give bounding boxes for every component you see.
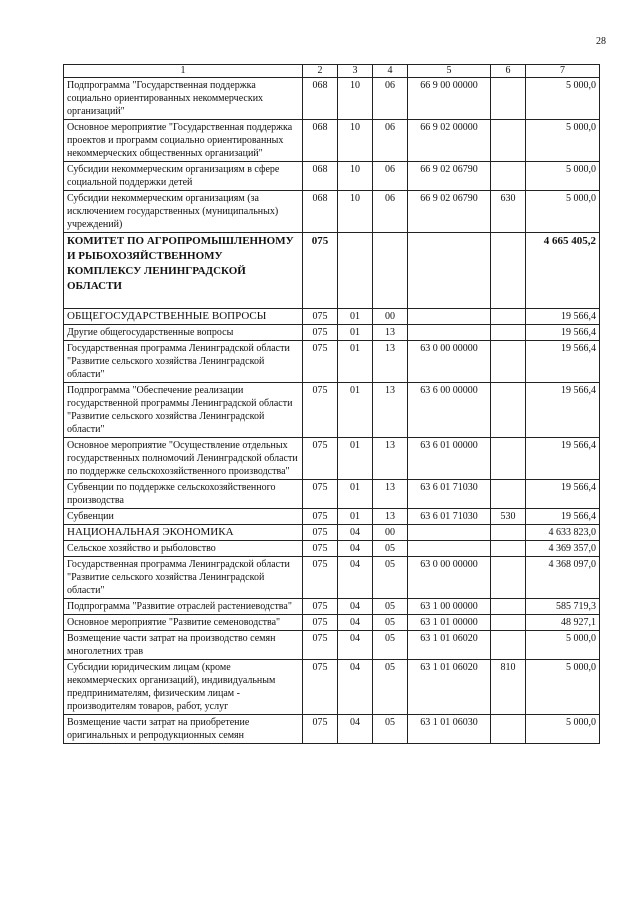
row-amount-cell: 5 000,0 bbox=[526, 715, 600, 744]
row-target-code-cell: 63 6 01 71030 bbox=[408, 480, 491, 509]
table-row bbox=[64, 715, 600, 744]
table-row bbox=[64, 341, 600, 383]
row-expense-type-cell bbox=[491, 341, 526, 383]
row-expense-type-cell: 630 bbox=[491, 191, 526, 233]
budget-table bbox=[63, 64, 600, 744]
row-admin-code-cell: 075 bbox=[303, 631, 338, 660]
row-expense-type-cell bbox=[491, 480, 526, 509]
row-name-cell: НАЦИОНАЛЬНАЯ ЭКОНОМИКА bbox=[64, 525, 303, 541]
row-name-cell: Другие общегосударственные вопросы bbox=[64, 325, 303, 341]
row-amount-cell: 4 665 405,2 bbox=[526, 233, 600, 309]
row-target-code-cell: 63 6 00 00000 bbox=[408, 383, 491, 438]
row-section-cell: 01 bbox=[338, 438, 373, 480]
row-target-code-cell: 63 1 01 06030 bbox=[408, 715, 491, 744]
row-section-cell: 04 bbox=[338, 615, 373, 631]
row-admin-code-cell: 068 bbox=[303, 78, 338, 120]
row-section-cell: 04 bbox=[338, 631, 373, 660]
table-row bbox=[64, 162, 600, 191]
row-amount-cell: 5 000,0 bbox=[526, 78, 600, 120]
row-admin-code-cell: 075 bbox=[303, 541, 338, 557]
row-expense-type-cell bbox=[491, 599, 526, 615]
row-section-cell: 10 bbox=[338, 120, 373, 162]
row-expense-type-cell bbox=[491, 383, 526, 438]
row-subsection-cell: 05 bbox=[373, 660, 408, 715]
row-subsection-cell: 00 bbox=[373, 525, 408, 541]
table-row bbox=[64, 191, 600, 233]
row-expense-type-cell bbox=[491, 233, 526, 309]
table-row bbox=[64, 325, 600, 341]
table-row bbox=[64, 78, 600, 120]
column-header: 3 bbox=[338, 65, 373, 78]
row-section-cell: 01 bbox=[338, 383, 373, 438]
column-header: 4 bbox=[373, 65, 408, 78]
table-row bbox=[64, 120, 600, 162]
row-name-cell: Основное мероприятие "Осуществление отдельных государственных полномочий Ленинградской области по поддержке сельскохозяйственного производства" bbox=[64, 438, 303, 480]
row-name-cell: Государственная программа Ленинградской области "Развитие сельского хозяйства Ленинградской области" bbox=[64, 557, 303, 599]
row-name-cell: Возмещение части затрат на производство семян многолетних трав bbox=[64, 631, 303, 660]
row-target-code-cell: 63 1 00 00000 bbox=[408, 599, 491, 615]
row-amount-cell: 19 566,4 bbox=[526, 383, 600, 438]
row-target-code-cell bbox=[408, 309, 491, 325]
table-row bbox=[64, 660, 600, 715]
row-subsection-cell: 05 bbox=[373, 631, 408, 660]
table-row bbox=[64, 557, 600, 599]
table-row bbox=[64, 480, 600, 509]
row-section-cell: 10 bbox=[338, 191, 373, 233]
row-expense-type-cell bbox=[491, 541, 526, 557]
table-row bbox=[64, 383, 600, 438]
row-admin-code-cell: 075 bbox=[303, 309, 338, 325]
row-admin-code-cell: 075 bbox=[303, 615, 338, 631]
row-name-cell: Субсидии некоммерческим организациям (за исключением государственных (муниципальных) учреждений) bbox=[64, 191, 303, 233]
row-subsection-cell: 05 bbox=[373, 557, 408, 599]
row-amount-cell: 19 566,4 bbox=[526, 309, 600, 325]
row-admin-code-cell: 075 bbox=[303, 341, 338, 383]
row-subsection-cell: 13 bbox=[373, 509, 408, 525]
row-expense-type-cell: 810 bbox=[491, 660, 526, 715]
row-section-cell: 04 bbox=[338, 525, 373, 541]
row-amount-cell: 48 927,1 bbox=[526, 615, 600, 631]
page-number: 28 bbox=[596, 36, 606, 47]
row-name-cell: Государственная программа Ленинградской области "Развитие сельского хозяйства Ленинградской области" bbox=[64, 341, 303, 383]
row-expense-type-cell bbox=[491, 557, 526, 599]
row-subsection-cell: 13 bbox=[373, 480, 408, 509]
row-admin-code-cell: 068 bbox=[303, 162, 338, 191]
row-section-cell: 04 bbox=[338, 660, 373, 715]
table-row bbox=[64, 525, 600, 541]
row-expense-type-cell bbox=[491, 631, 526, 660]
row-admin-code-cell: 068 bbox=[303, 191, 338, 233]
row-expense-type-cell bbox=[491, 309, 526, 325]
row-target-code-cell: 63 1 01 06020 bbox=[408, 631, 491, 660]
row-section-cell: 01 bbox=[338, 341, 373, 383]
row-target-code-cell: 63 0 00 00000 bbox=[408, 341, 491, 383]
row-target-code-cell: 66 9 02 00000 bbox=[408, 120, 491, 162]
row-name-cell: Подпрограмма "Обеспечение реализации государственной программы Ленинградской области "Развитие сельского хозяйства Ленинградской области" bbox=[64, 383, 303, 438]
table-body bbox=[64, 78, 600, 744]
row-name-cell: Возмещение части затрат на приобретение оригинальных и репродукционных семян bbox=[64, 715, 303, 744]
row-target-code-cell: 66 9 02 06790 bbox=[408, 162, 491, 191]
column-header: 7 bbox=[526, 65, 600, 78]
row-amount-cell: 5 000,0 bbox=[526, 191, 600, 233]
row-target-code-cell: 66 9 00 00000 bbox=[408, 78, 491, 120]
row-expense-type-cell bbox=[491, 615, 526, 631]
row-name-cell: Субвенции по поддержке сельскохозяйственного производства bbox=[64, 480, 303, 509]
row-name-cell: Подпрограмма "Развитие отраслей растениеводства" bbox=[64, 599, 303, 615]
column-header: 5 bbox=[408, 65, 491, 78]
column-header: 2 bbox=[303, 65, 338, 78]
row-expense-type-cell bbox=[491, 78, 526, 120]
row-target-code-cell bbox=[408, 541, 491, 557]
table-row bbox=[64, 541, 600, 557]
row-target-code-cell bbox=[408, 233, 491, 309]
row-name-cell: Субсидии юридическим лицам (кроме некоммерческих организаций), индивидуальным предпринимателям, физическим лицам - производителям товаров, работ, услуг bbox=[64, 660, 303, 715]
row-target-code-cell: 63 1 01 06020 bbox=[408, 660, 491, 715]
row-admin-code-cell: 075 bbox=[303, 557, 338, 599]
row-section-cell: 04 bbox=[338, 599, 373, 615]
row-expense-type-cell bbox=[491, 525, 526, 541]
table-row bbox=[64, 438, 600, 480]
row-admin-code-cell: 075 bbox=[303, 325, 338, 341]
row-amount-cell: 4 368 097,0 bbox=[526, 557, 600, 599]
row-section-cell: 04 bbox=[338, 715, 373, 744]
row-admin-code-cell: 075 bbox=[303, 660, 338, 715]
row-section-cell bbox=[338, 233, 373, 309]
row-expense-type-cell bbox=[491, 162, 526, 191]
row-target-code-cell: 63 0 00 00000 bbox=[408, 557, 491, 599]
row-subsection-cell bbox=[373, 233, 408, 309]
table-row bbox=[64, 509, 600, 525]
row-amount-cell: 585 719,3 bbox=[526, 599, 600, 615]
row-subsection-cell: 00 bbox=[373, 309, 408, 325]
column-header: 6 bbox=[491, 65, 526, 78]
row-amount-cell: 19 566,4 bbox=[526, 325, 600, 341]
row-target-code-cell: 63 1 01 00000 bbox=[408, 615, 491, 631]
row-admin-code-cell: 075 bbox=[303, 525, 338, 541]
row-section-cell: 04 bbox=[338, 557, 373, 599]
column-header: 1 bbox=[64, 65, 303, 78]
row-admin-code-cell: 075 bbox=[303, 509, 338, 525]
row-section-cell: 01 bbox=[338, 480, 373, 509]
row-subsection-cell: 06 bbox=[373, 120, 408, 162]
row-subsection-cell: 06 bbox=[373, 191, 408, 233]
row-admin-code-cell: 075 bbox=[303, 383, 338, 438]
row-name-cell: Основное мероприятие "Развитие семеноводства" bbox=[64, 615, 303, 631]
row-section-cell: 01 bbox=[338, 509, 373, 525]
row-amount-cell: 5 000,0 bbox=[526, 660, 600, 715]
row-expense-type-cell bbox=[491, 325, 526, 341]
row-name-cell: КОМИТЕТ ПО АГРОПРОМЫШЛЕННОМУ И РЫБОХОЗЯЙСТВЕННОМУ КОМПЛЕКСУ ЛЕНИНГРАДСКОЙ ОБЛАСТИ bbox=[64, 233, 303, 309]
row-name-cell: Основное мероприятие "Государственная поддержка проектов и программ социально ориентированных некоммерческих общественных организаций" bbox=[64, 120, 303, 162]
row-subsection-cell: 13 bbox=[373, 438, 408, 480]
row-section-cell: 01 bbox=[338, 325, 373, 341]
row-expense-type-cell bbox=[491, 715, 526, 744]
row-admin-code-cell: 075 bbox=[303, 715, 338, 744]
row-amount-cell: 19 566,4 bbox=[526, 509, 600, 525]
table-header-row bbox=[64, 65, 600, 78]
row-amount-cell: 19 566,4 bbox=[526, 341, 600, 383]
table-row bbox=[64, 233, 600, 309]
row-amount-cell: 5 000,0 bbox=[526, 631, 600, 660]
row-admin-code-cell: 068 bbox=[303, 120, 338, 162]
row-name-cell: Подпрограмма "Государственная поддержка социально ориентированных некоммерческих организаций" bbox=[64, 78, 303, 120]
row-amount-cell: 5 000,0 bbox=[526, 162, 600, 191]
row-expense-type-cell bbox=[491, 438, 526, 480]
table-row bbox=[64, 631, 600, 660]
row-amount-cell: 5 000,0 bbox=[526, 120, 600, 162]
row-amount-cell: 19 566,4 bbox=[526, 480, 600, 509]
row-subsection-cell: 13 bbox=[373, 383, 408, 438]
row-subsection-cell: 05 bbox=[373, 599, 408, 615]
row-section-cell: 01 bbox=[338, 309, 373, 325]
row-name-cell: Субсидии некоммерческим организациям в сфере социальной поддержки детей bbox=[64, 162, 303, 191]
row-admin-code-cell: 075 bbox=[303, 438, 338, 480]
row-subsection-cell: 06 bbox=[373, 78, 408, 120]
row-admin-code-cell: 075 bbox=[303, 599, 338, 615]
row-section-cell: 10 bbox=[338, 162, 373, 191]
row-target-code-cell: 66 9 02 06790 bbox=[408, 191, 491, 233]
row-target-code-cell: 63 6 01 71030 bbox=[408, 509, 491, 525]
row-subsection-cell: 05 bbox=[373, 715, 408, 744]
row-subsection-cell: 05 bbox=[373, 541, 408, 557]
row-subsection-cell: 05 bbox=[373, 615, 408, 631]
row-expense-type-cell bbox=[491, 120, 526, 162]
row-target-code-cell: 63 6 01 00000 bbox=[408, 438, 491, 480]
row-amount-cell: 4 369 357,0 bbox=[526, 541, 600, 557]
row-expense-type-cell: 530 bbox=[491, 509, 526, 525]
row-amount-cell: 4 633 823,0 bbox=[526, 525, 600, 541]
table-row bbox=[64, 615, 600, 631]
row-amount-cell: 19 566,4 bbox=[526, 438, 600, 480]
table-row bbox=[64, 309, 600, 325]
row-section-cell: 04 bbox=[338, 541, 373, 557]
row-admin-code-cell: 075 bbox=[303, 233, 338, 309]
row-name-cell: Сельское хозяйство и рыболовство bbox=[64, 541, 303, 557]
row-target-code-cell bbox=[408, 325, 491, 341]
row-admin-code-cell: 075 bbox=[303, 480, 338, 509]
row-target-code-cell bbox=[408, 525, 491, 541]
row-subsection-cell: 13 bbox=[373, 325, 408, 341]
row-subsection-cell: 06 bbox=[373, 162, 408, 191]
table-row bbox=[64, 599, 600, 615]
row-section-cell: 10 bbox=[338, 78, 373, 120]
row-subsection-cell: 13 bbox=[373, 341, 408, 383]
row-name-cell: ОБЩЕГОСУДАРСТВЕННЫЕ ВОПРОСЫ bbox=[64, 309, 303, 325]
row-name-cell: Субвенции bbox=[64, 509, 303, 525]
